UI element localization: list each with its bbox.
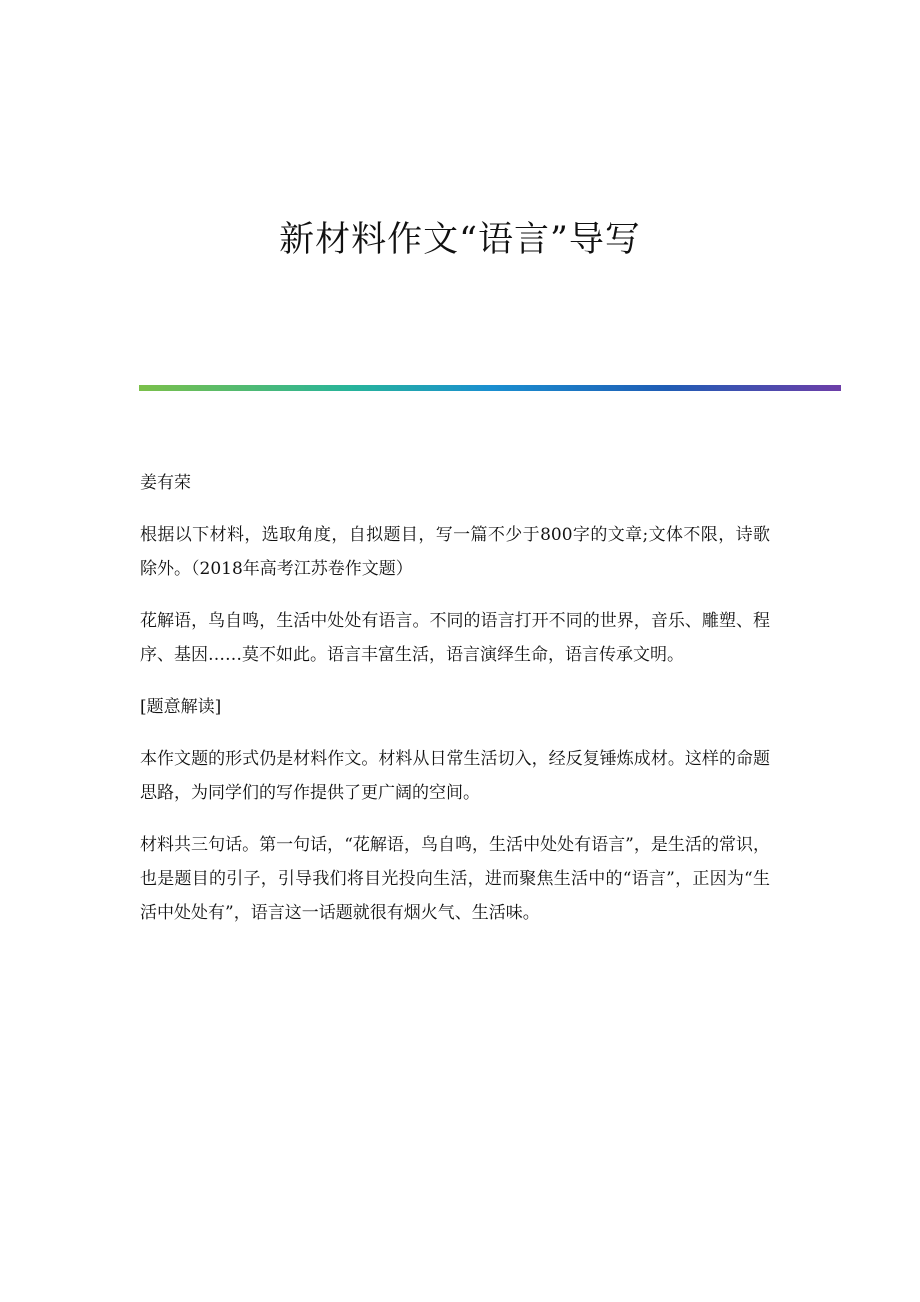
paragraph-prompt: 根据以下材料，选取角度，自拟题目，写一篇不少于800字的文章;文体不限，诗歌除外。（2018年高考江苏卷作文题）	[140, 525, 770, 579]
author-line: 姜有荣	[140, 473, 191, 493]
section-heading: [题意解读]	[140, 697, 222, 717]
paragraph-analysis-2: 材料共三句话。第一句话，“花解语，鸟自鸣，生活中处处有语言”，是生活的常识，也是题目的引子，引导我们将目光投向生活，进而聚焦生活中的“语言”，正因为“生活中处处有”，语言这一话题就很有烟火气、生活味。	[140, 835, 770, 923]
paragraph-analysis-1: 本作文题的形式仍是材料作文。材料从日常生活切入，经反复锤炼成材。这样的命题思路，为同学们的写作提供了更广阔的空间。	[140, 749, 770, 803]
article-body	[140, 466, 770, 948]
page-title: 新材料作文“语言”导写	[279, 220, 641, 260]
title-divider	[139, 385, 841, 391]
paragraph-material: 花解语，鸟自鸣，生活中处处有语言。不同的语言打开不同的世界，音乐、雕塑、程序、基因……莫不如此。语言丰富生活，语言演绎生命，语言传承文明。	[140, 611, 770, 665]
